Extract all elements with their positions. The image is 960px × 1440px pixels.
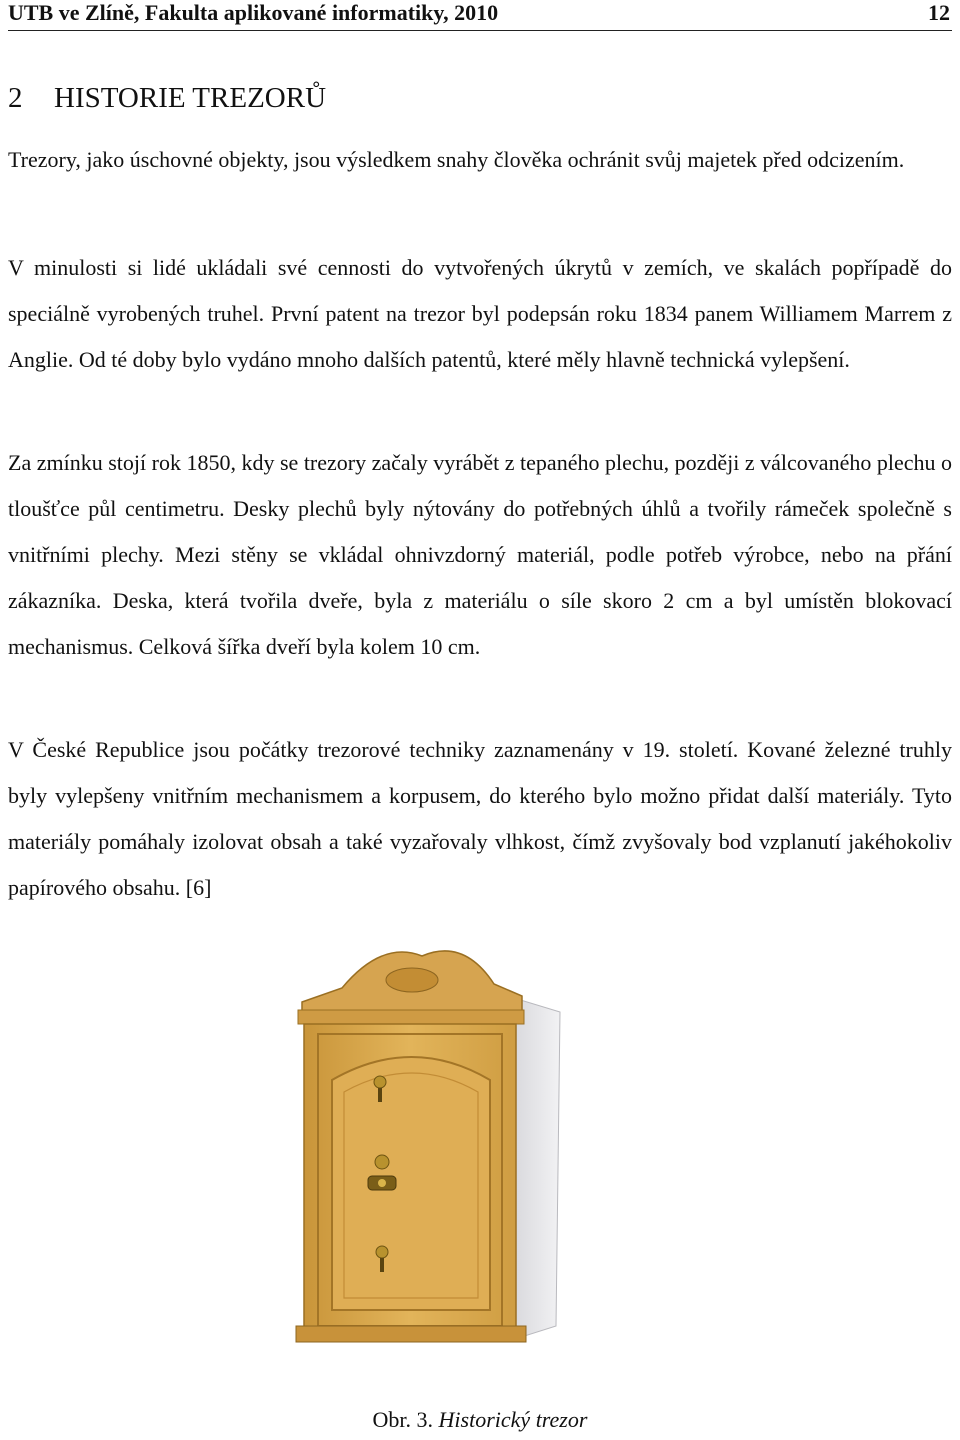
header-title: UTB ve Zlíně, Fakulta aplikované informatiky, 2010 xyxy=(8,0,499,25)
page-number: 12 xyxy=(928,0,950,25)
paragraph-czech: V České Republice jsou počátky trezorové techniky zaznamenány v 19. století. Kované železné truhly byly vylepšeny vnitřním mechanismem a korpusem, do kterého bylo možno přidat další materiály. Tyto materiály pomáhaly izolovat obsah a také vyzařovaly vlhkost, čímž zvyšovaly bod vzplanutí jakéhokoliv papírového obsahu. [6] xyxy=(8,737,952,900)
paragraph-intro: Trezory, jako úschovné objekty, jsou výsledkem snahy člověka ochránit svůj majetek před odcizením. xyxy=(8,147,905,172)
running-header xyxy=(8,0,952,31)
safe-side-panel xyxy=(512,998,560,1340)
chapter-title: HISTORIE TREZORŮ xyxy=(54,82,327,114)
safe-door-panel xyxy=(332,1057,490,1310)
paragraph-history: V minulosti si lidé ukládali své cennosti do vytvořených úkrytů v zemích, ve skalách popřípadě do speciálně vyrobených truhel. První patent na trezor byl podepsán roku 1834 panem Williamem Marrem z Anglie. Od té doby bylo vydáno mnoho dalších patentů, které měly hlavně technická vylepšení. xyxy=(8,255,952,372)
historic-safe-illustration xyxy=(232,930,704,1344)
caption-title: Historický trezor xyxy=(438,1407,588,1432)
safe-cornice xyxy=(298,1010,524,1024)
safe-base xyxy=(296,1326,526,1342)
chapter-number: 2 xyxy=(8,82,23,114)
caption-label: Obr. 3. xyxy=(372,1407,434,1432)
chapter-heading xyxy=(8,78,326,118)
crown-ornament xyxy=(386,968,438,992)
paragraph-1850: Za zmínku stojí rok 1850, kdy se trezory začaly vyrábět z tepaného plechu, později z válcovaného plechu o tloušťce půl centimetru. Desky plechů byly nýtovány do potřebných úhlů a tvořily rámeček společně s vnitřními plechy. Mezi stěny se vkládal ohnivzdorný materiál, podle potřeb výrobce, nebo na přání zákazníka. Deska, která tvořila dveře, byla z materiálu o síle skoro 2 cm a byl umístěn blokovací mechanismus. Celková šířka dveří byla kolem 10 cm. xyxy=(8,450,952,659)
figure-safe-photo xyxy=(232,930,704,1344)
figure-caption xyxy=(0,1405,960,1435)
